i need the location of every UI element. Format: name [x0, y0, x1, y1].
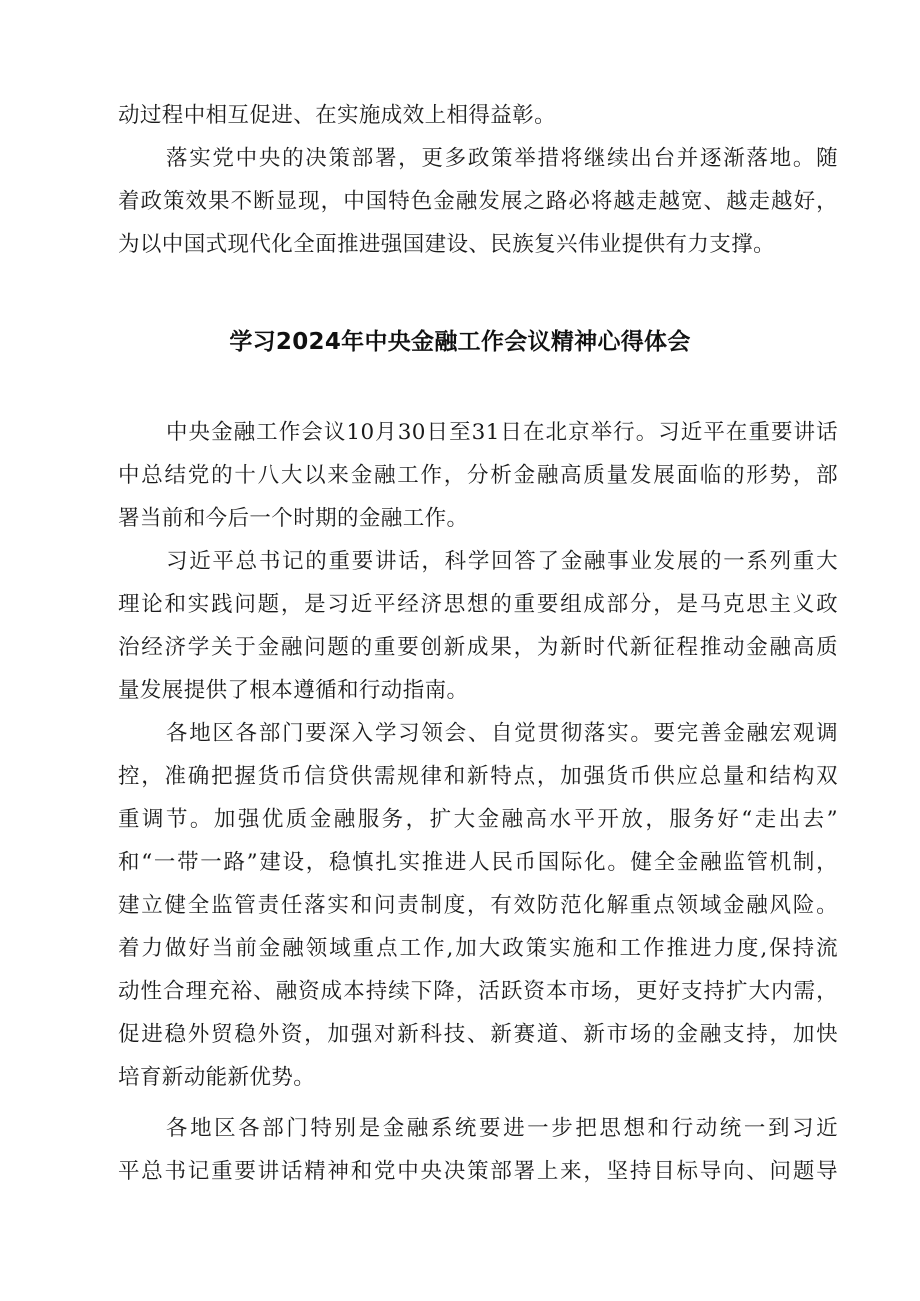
body-text-line: 习近平总书记的重要讲话，科学回答了金融事业发展的一系列重大 [166, 549, 838, 574]
body-text-line: 署当前和今后一个时期的金融工作。 [118, 506, 469, 531]
body-text-line: 建立健全监管责任落实和问责制度，有效防范化解重点领域金融风险。 [118, 893, 838, 918]
body-text-line: 各地区各部门特别是金融系统要进一步把思想和行动统一到习近 [166, 1116, 838, 1141]
body-text-line: 中央金融工作会议10月30日至31日在北京举行。习近平在重要讲话 [166, 420, 838, 445]
body-text-line: 平总书记重要讲话精神和党中央决策部署上来，坚持目标导向、问题导 [118, 1159, 838, 1184]
body-text-line: 落实党中央的决策部署，更多政策举措将继续出台并逐渐落地。随 [166, 146, 838, 171]
body-text-line: 着力做好当前金融领域重点工作,加大政策实施和工作推进力度,保持流 [118, 936, 838, 961]
body-text-line: 中总结党的十八大以来金融工作，分析金融高质量发展面临的形势，部 [118, 463, 838, 488]
body-text-line: 和“一带一路”建设，稳慎扎实推进人民币国际化。健全金融监管机制， [118, 850, 838, 875]
body-text-line: 培育新动能新优势。 [118, 1065, 316, 1090]
body-text-line: 促进稳外贸稳外资，加强对新科技、新赛道、新市场的金融支持，加快 [118, 1022, 838, 1047]
body-text-line: 动过程中相互促进、在实施成效上相得益彰。 [118, 103, 557, 128]
body-text-line: 控，准确把握货币信贷供需规律和新特点，加强货币供应总量和结构双 [118, 764, 838, 789]
article-title: 学习2024年中央金融工作会议精神心得体会 [229, 329, 691, 355]
body-text-line: 治经济学关于金融问题的重要创新成果，为新时代新征程推动金融高质 [118, 635, 838, 660]
body-text-line: 为以中国式现代化全面推进强国建设、民族复兴伟业提供有力支撑。 [118, 232, 776, 257]
body-text-line: 着政策效果不断显现，中国特色金融发展之路必将越走越宽、越走越好， [118, 189, 838, 214]
body-text-line: 各地区各部门要深入学习领会、自觉贯彻落实。要完善金融宏观调 [166, 721, 838, 746]
body-text-line: 动性合理充裕、融资成本持续下降，活跃资本市场，更好支持扩大内需， [118, 979, 838, 1004]
body-text-line: 理论和实践问题，是习近平经济思想的重要组成部分，是马克思主义政 [118, 592, 838, 617]
body-text-line: 量发展提供了根本遵循和行动指南。 [118, 678, 469, 703]
body-text-line: 重调节。加强优质金融服务，扩大金融高水平开放，服务好“走出去” [118, 807, 838, 832]
